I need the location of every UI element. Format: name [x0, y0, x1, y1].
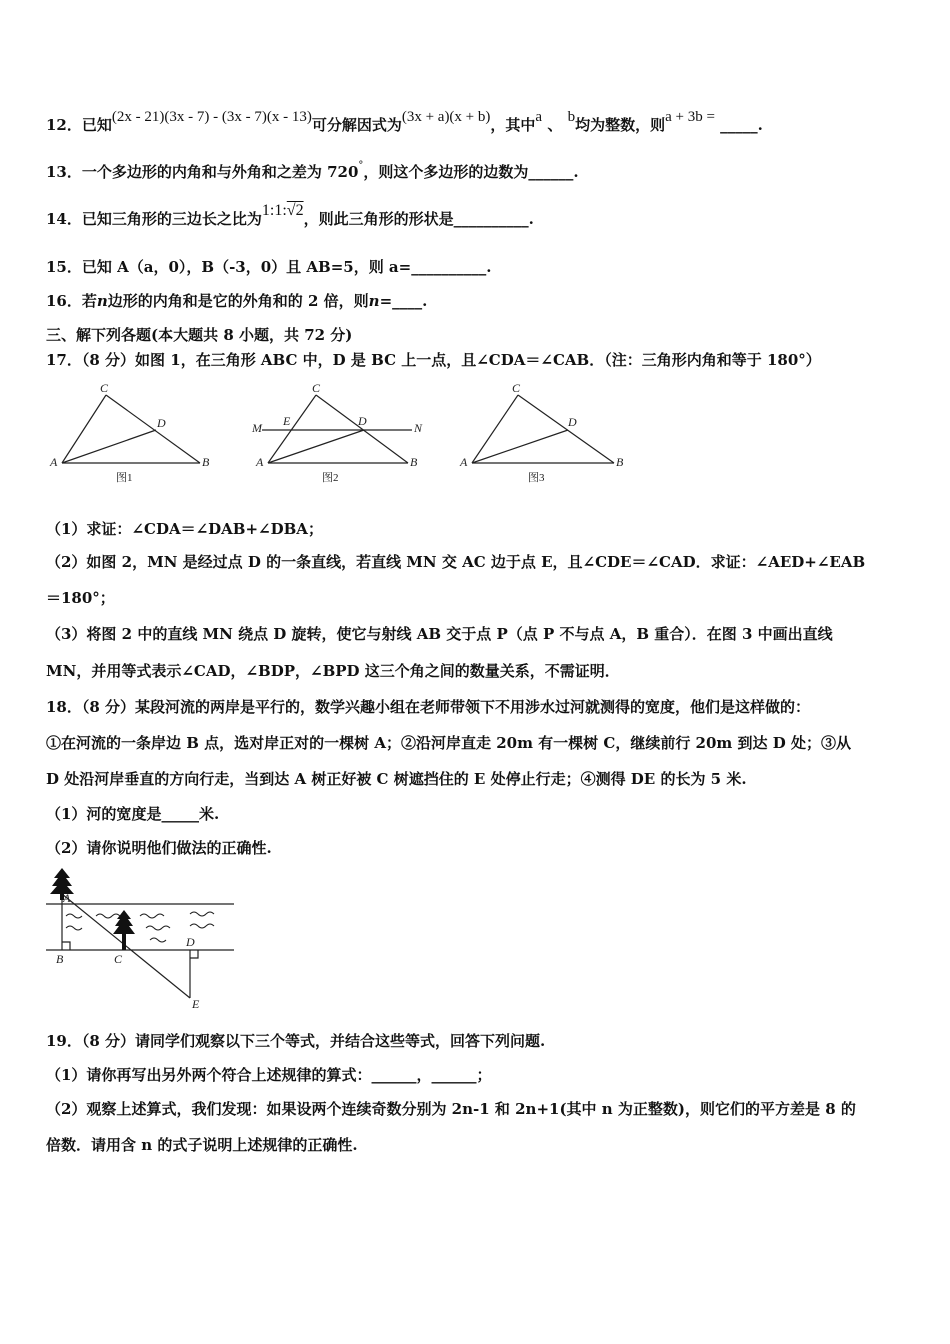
fig1-caption: 图1 [116, 472, 133, 484]
q14-ratio: 1:1: [261, 202, 287, 219]
q19-part-1: （1）请你再写出另外两个符合上述规律的算式：______，______； [46, 1066, 492, 1084]
q13-answer-blank: ，则这个多边形的边数为______. [363, 163, 579, 181]
question-16 [46, 290, 427, 311]
fig-label-B: B [56, 952, 64, 966]
q18-part-1: （1）河的宽度是_____米. [46, 805, 220, 823]
q12-var-a: a [535, 109, 543, 125]
q16-var-n-2: n [368, 292, 380, 310]
question-12 [46, 109, 763, 135]
fig2-label-E: E [283, 414, 291, 428]
q14-text: 14．已知三角形的三边长之比为 [46, 210, 262, 228]
fig-label-A: A [63, 891, 71, 905]
figure-2 [262, 395, 412, 463]
q16-text: 16．若 [46, 292, 97, 310]
fig1-label-C: C [100, 381, 109, 395]
q12-expression: (2x - 21)(3x - 7) - (3x - 7)(x - 13) [111, 109, 312, 125]
q17-figures [40, 378, 640, 490]
q17-part-3: （3）将图 2 中的直线 MN 绕点 D 旋转，使它与射线 AB 交于点 P（点 P 不与点 A，B 重合）．在图 3 中画出直线 [46, 625, 833, 643]
fig2-label-C: C [312, 381, 321, 395]
fig-label-E: E [192, 997, 200, 1011]
fig2-label-A: A [256, 455, 264, 469]
fig-label-D: D [186, 935, 195, 949]
q12-answer-blank: _____. [720, 116, 763, 134]
fig-label-C: C [114, 952, 123, 966]
fig3-label-D: D [568, 415, 577, 429]
fig3-label-B: B [616, 455, 624, 469]
q18-river-figure [40, 864, 250, 1012]
fig2-label-M: M [252, 421, 262, 435]
section-heading: 三、解下列各题(本大题共 8 小题，共 72 分) [46, 326, 353, 344]
q13-text: 13．一个多边形的内角和与外角和之差为 720 [46, 163, 359, 181]
q12-target-expression: a + 3b = [665, 109, 715, 125]
question-14 [46, 202, 534, 229]
figure-1 [62, 395, 200, 463]
q12-factored-form: (3x + a)(x + b) [401, 109, 491, 125]
q12-sep: 、 [547, 116, 563, 134]
q16-text-2: 边形的内角和是它的外角和的 2 倍，则 [107, 292, 369, 310]
q17-part-2: （2）如图 2，MN 是经过点 D 的一条直线，若直线 MN 交 AC 边于点 E，且∠CDE＝∠CAD．求证：∠AED+∠EAB [46, 553, 866, 571]
q18-line-2: ①在河流的一条岸边 B 点，选对岸正对的一棵树 A；②沿河岸直走 20m 有一棵树 C，继续前行 20m 到达 D 处；③从 [46, 734, 851, 752]
q12-text: 可分解因式为 [311, 116, 402, 134]
q17-part-1: （1）求证：∠CDA＝∠DAB+∠DBA； [46, 520, 323, 538]
q18-part-2: （2）请你说明他们做法的正确性. [46, 839, 272, 857]
tree-icon [113, 910, 135, 950]
question-15: 15．已知 A（a，0），B（-3，0）且 AB=5，则 a=__________. [46, 258, 492, 276]
fig3-caption: 图3 [528, 472, 545, 484]
tree-icon [50, 868, 74, 900]
fig1-label-D: D [157, 416, 166, 430]
q17-part-3-cont: MN，并用等式表示∠CAD，∠BDP，∠BPD 这三个角之间的数量关系，不需证明． [46, 662, 620, 680]
q14-sqrt: √2 [286, 202, 304, 219]
q17-part-2-cont: ＝180°； [46, 589, 115, 607]
q16-var-n: n [96, 292, 108, 310]
fig1-label-B: B [202, 455, 210, 469]
fig3-label-A: A [460, 455, 468, 469]
fig2-label-N: N [414, 421, 423, 435]
fig2-caption: 图2 [322, 472, 339, 484]
fig1-label-A: A [50, 455, 58, 469]
question-18: 18．（8 分）某段河流的两岸是平行的，数学兴趣小组在老师带领下不用涉水过河就测得的宽度，他们是这样做的： [46, 698, 811, 716]
q12-text-3: 均为整数，则 [575, 116, 666, 134]
question-13 [46, 161, 579, 182]
question-19: 19．（8 分）请同学们观察以下三个等式，并结合这些等式，回答下列问题. [46, 1032, 546, 1050]
q14-answer-blank: ，则此三角形的形状是__________. [303, 210, 534, 228]
q12-var-b: b [567, 109, 576, 125]
q16-answer-blank: =____. [379, 292, 428, 310]
fig2-label-B: B [410, 455, 418, 469]
question-17: 17．（8 分）如图 1，在三角形 ABC 中，D 是 BC 上一点，且∠CDA＝∠CAB．（注：三角形内角和等于 180°） [46, 351, 821, 369]
q19-part-2-cont: 倍数．请用含 n 的式子说明上述规律的正确性. [46, 1136, 358, 1154]
q12-number: 12．已知 [46, 116, 112, 134]
q18-line-3: D 处沿河岸垂直的方向行走，当到达 A 树正好被 C 树遮挡住的 E 处停止行走；④测得 DE 的长为 5 米. [46, 770, 747, 788]
q13-degree: ° [358, 160, 364, 171]
q12-text-2: ，其中 [490, 116, 536, 134]
fig3-label-C: C [512, 381, 521, 395]
fig2-label-D: D [358, 414, 367, 428]
q19-part-2: （2）观察上述算式，我们发现：如果设两个连续奇数分别为 2n-1 和 2n+1(其中 n 为正整数)，则它们的平方差是 8 的 [46, 1100, 856, 1118]
figure-3 [472, 395, 614, 463]
